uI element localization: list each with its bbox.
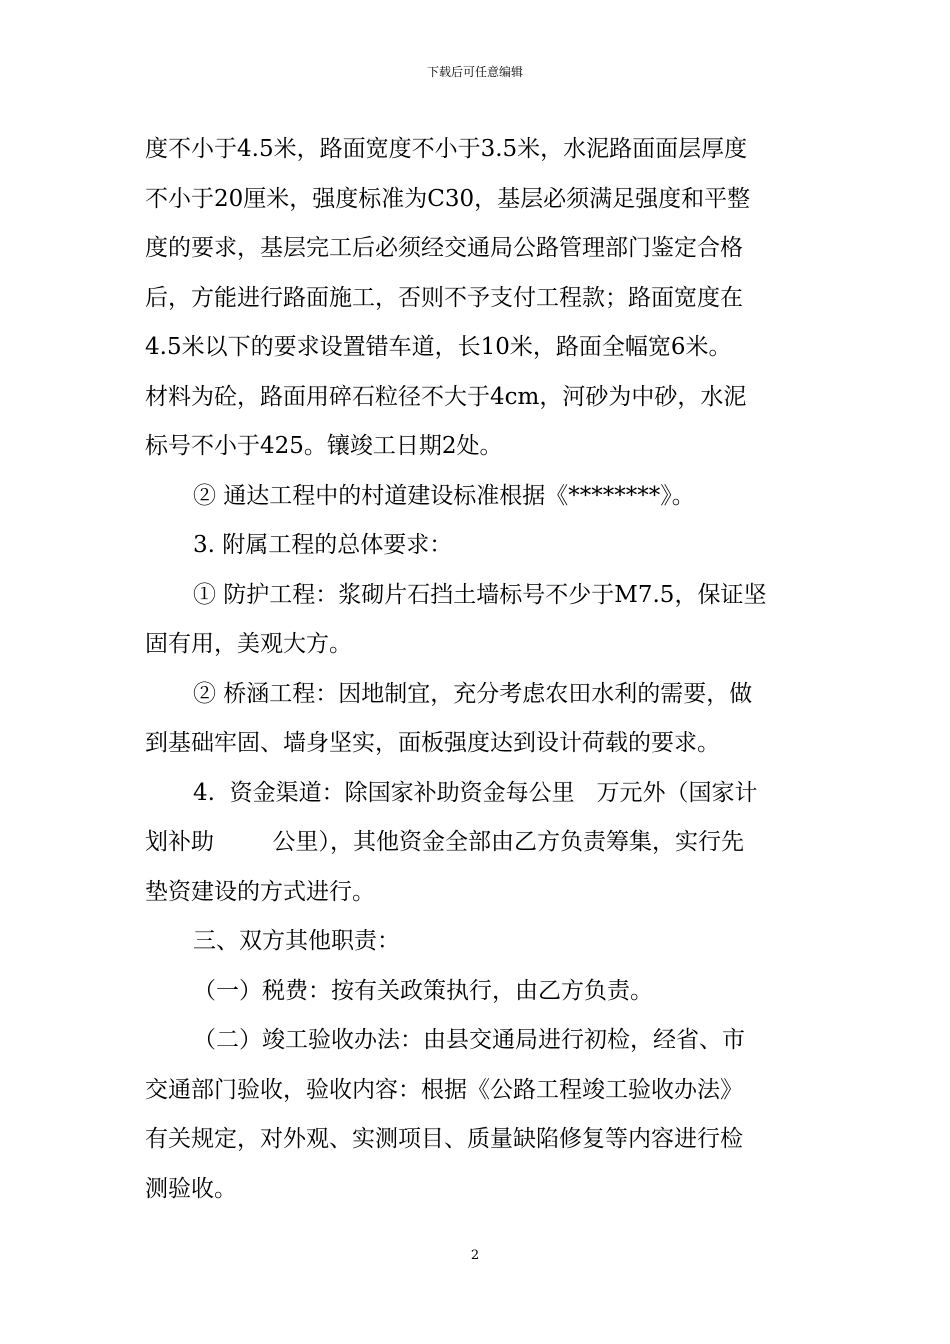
body-line: 材料为砼，路面用碎石粒径不大于4cm，河砂为中砂，水泥 (145, 383, 747, 410)
page-number: 2 (470, 1248, 480, 1263)
body-line: 度的要求，基层完工后必须经交通局公路管理部门鉴定合格 (145, 235, 743, 261)
body-line: 不小于20厘米，强度标准为C30，基层必须满足强度和平整 (145, 185, 751, 212)
body-line: （二）竣工验收办法：由县交通局进行初检，经省、市 (193, 1027, 745, 1053)
document-body (145, 125, 825, 1214)
body-line: 划补助 公里），其他资金全部由乙方负责筹集，实行先 (145, 829, 744, 855)
body-line: ② 桥涵工程：因地制宜，充分考虑农田水利的需要，做 (193, 680, 753, 707)
body-line: 4.5米以下的要求设置错车道，长10米，路面全幅宽6米。 (145, 334, 732, 360)
section-heading: 三、双方其他职责： (193, 928, 400, 954)
body-line: 交通部门验收，验收内容：根据《公路工程竣工验收办法》 (145, 1076, 743, 1103)
body-line: 固有用，美观大方。 (145, 631, 352, 657)
body-line: ① 防护工程：浆砌片石挡土墙标号不少于M7.5，保证坚 (193, 581, 767, 608)
body-line: 后，方能进行路面施工，否则不予支付工程款；路面宽度在 (145, 284, 743, 311)
body-line: 有关规定，对外观、实测项目、质量缺陷修复等内容进行检 (145, 1126, 743, 1152)
section-heading: 3. 附属工程的总体要求： (193, 532, 453, 558)
section-heading: 4. 资金渠道：除国家补助资金每公里 万元外（国家计 (193, 779, 758, 806)
body-line: 到基础牢固、墙身坚实，面板强度达到设计荷载的要求。 (145, 730, 720, 756)
body-line: 测验收。 (145, 1175, 237, 1202)
body-line: 垫资建设的方式进行。 (145, 878, 375, 905)
body-line: 标号不小于425。镶竣工日期2处。 (145, 433, 503, 459)
body-line: （一）税费：按有关政策执行，由乙方负责。 (193, 977, 653, 1004)
body-line: ② 通达工程中的村道建设标准根据《********》。 (193, 482, 695, 509)
body-line: 度不小于4.5米，路面宽度不小于3.5米，水泥路面面层厚度 (145, 136, 748, 162)
page-header: 下载后可任意编辑 (426, 65, 523, 79)
